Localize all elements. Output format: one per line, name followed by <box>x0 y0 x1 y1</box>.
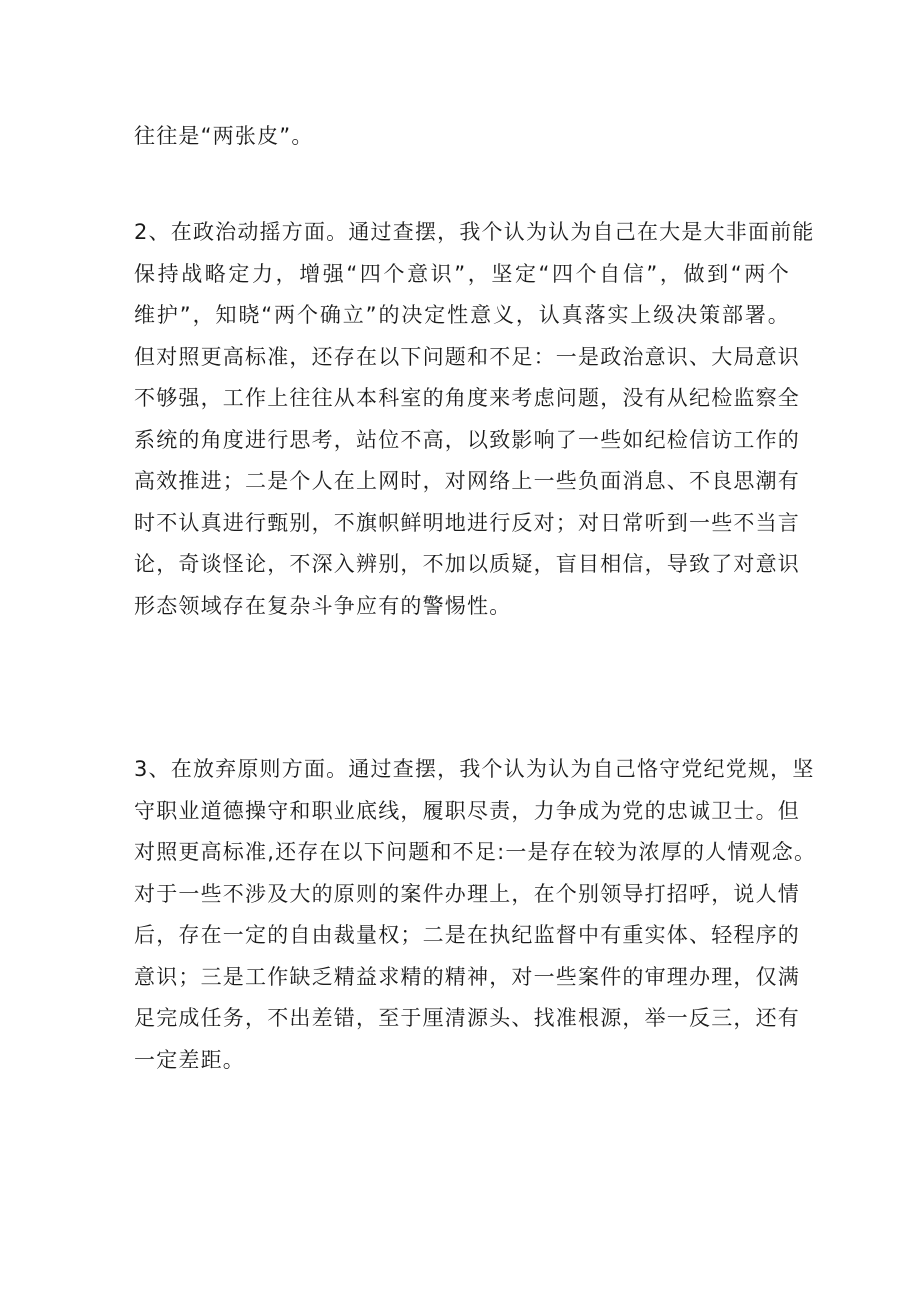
paragraph-line: 2、在政治动摇方面。通过查摆，我个认为认为自己在大是大非面前能 <box>134 220 815 244</box>
paragraph-line: 足完成任务，不出差错，至于厘清源头、找准根源，举一反三，还有 <box>134 1006 800 1030</box>
paragraph-line: 守职业道德操守和职业底线，履职尽责，力争成为党的忠诚卫士。但 <box>134 798 800 823</box>
paragraph-line: 时不认真进行甄别，不旗帜鲜明地进行反对；对日常听到一些不当言 <box>134 510 800 535</box>
paragraph-line: 一定差距。 <box>134 1047 245 1072</box>
paragraph-line: 往往是“两张皮”。 <box>134 124 314 148</box>
paragraph-continuation <box>134 116 790 158</box>
paragraph-line: 意识；三是工作缺乏精益求精的精神，对一些案件的审理办理，仅满 <box>134 964 800 989</box>
paragraph-line: 系统的角度进行思考，站位不高，以致影响了一些如纪检信访工作的 <box>134 427 800 452</box>
paragraph-line: 对照更高标准,还存在以下问题和不足:一是存在较为浓厚的人情观念。 <box>134 840 817 864</box>
paragraph-line: 对于一些不涉及大的原则的案件办理上，在个别领导打招呼，说人情 <box>134 881 800 906</box>
paragraph-abandoning-principles <box>134 749 817 1081</box>
paragraph-line: 形态领域存在复杂斗争应有的警惕性。 <box>134 593 512 618</box>
paragraph-line: 保持战略定力，增强“四个意识”，坚定“四个自信”，做到“两个 <box>134 261 790 286</box>
paragraph-line: 论，奇谈怪论，不深入辨别，不加以质疑，盲目相信，导致了对意识 <box>134 552 800 576</box>
paragraph-line: 后，存在一定的自由裁量权；二是在执纪监督中有重实体、轻程序的 <box>134 923 800 947</box>
paragraph-political-wavering <box>134 212 815 627</box>
paragraph-line: 不够强，工作上往往从本科室的角度来考虑问题，没有从纪检监察全 <box>134 386 800 410</box>
paragraph-line: 但对照更高标准，还存在以下问题和不足：一是政治意识、大局意识 <box>134 344 800 369</box>
paragraph-line: 高效推进；二是个人在上网时，对网络上一些负面消息、不良思潮有 <box>134 469 800 493</box>
paragraph-line: 3、在放弃原则方面。通过查摆，我个认为认为自己恪守党纪党规，坚 <box>134 757 815 781</box>
paragraph-line: 维护”，知晓“两个确立”的决定性意义，认真落实上级决策部署。 <box>134 303 790 327</box>
